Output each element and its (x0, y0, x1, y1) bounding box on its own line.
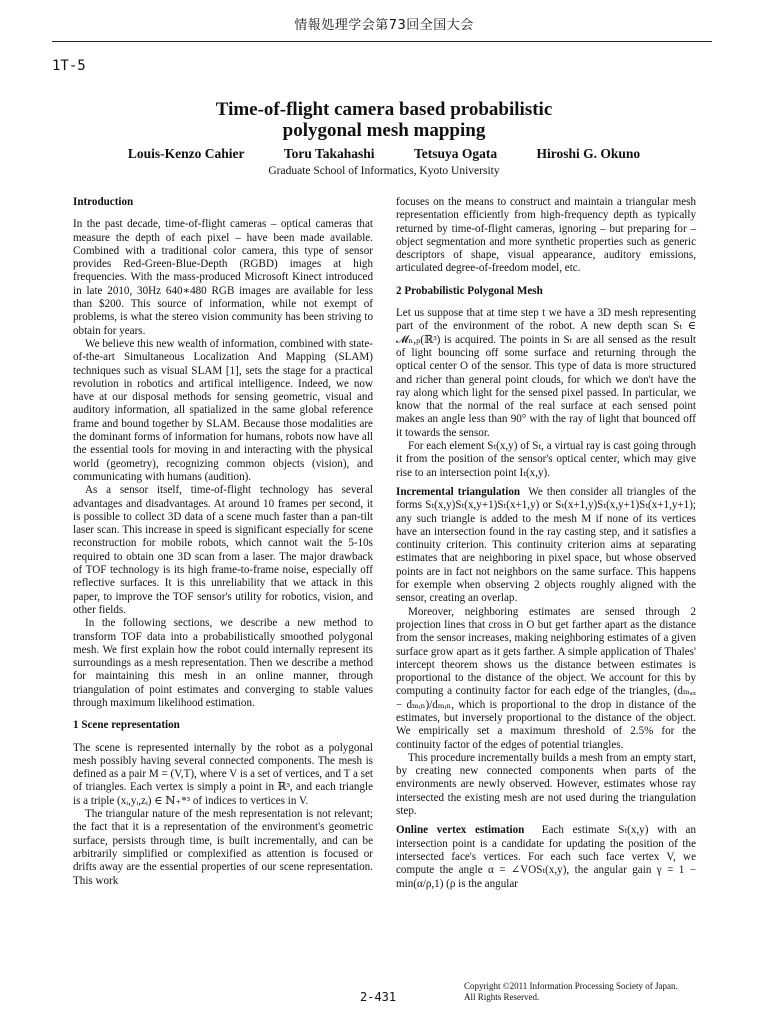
paragraph: This procedure incrementally builds a mesh from an empty start, by creating new connected components when parts of the environments are newly observed. However, estimates whose ray intersected the existing mesh are not used during the triangulation step. (396, 751, 696, 818)
right-column (396, 196, 696, 891)
runin-heading: Online vertex estimation (396, 824, 525, 837)
copyright-line: Copyright ©2011 Information Processing Society of Japan. (464, 981, 678, 991)
section-heading-introduction: Introduction (73, 196, 134, 208)
section-heading-scene-representation: 1 Scene representation (73, 719, 180, 732)
paragraph: As a sensor itself, time-of-flight technology has several advantages and disadvantages. At around 10 frames per second, it is possible to collect 3D data of a scene much faster than a pan-tilt laser scan. This increase in speed is significant especially for scene reconstruction for mobile robots, which cannot wait the 5-10s required to obtain one 3D scan from a laser. The major drawback of TOF technology is its high frame-to-frame noise, especially off reflective surfaces. It is this unreliability that we attack in this paper, to improve the TOF sensor's utility for robotics, vision, and other fields. (73, 484, 373, 616)
runin-heading: Incremental triangulation (396, 485, 521, 498)
copyright-notice (464, 981, 678, 1003)
copyright-line: All Rights Reserved. (464, 992, 540, 1002)
author: Toru Takahashi (283, 146, 375, 161)
paper-title (0, 99, 768, 141)
page-number: 2-431 (360, 990, 397, 1004)
affiliation: Graduate School of Informatics, Kyoto University (268, 165, 500, 177)
paper-id: 1T-5 (52, 58, 86, 74)
title-line-2: polygonal mesh mapping (282, 120, 486, 141)
paragraph: focuses on the means to construct and maintain a triangular mesh representation efficiently from high-frequency depth as typically returned by time-of-flight cameras, ignoring – but preparing for – object segmentation and more synthetic properties such as generic descriptors of shape, visual appearance, auditory emissions, articulated degree-of-freedom model, etc. (396, 196, 696, 275)
paragraph: In the past decade, time-of-flight cameras – optical cameras that measure the depth of each pixel – have been made available. Combined with a traditional color camera, this type of sensor provides Red-Green-Blue-Depth (RGBD) images at high frequencies. With the mass-produced Microsoft Kinect introduced in late 2010, 30Hz 640∗480 RGB images are available for less than $200. This source of information, while not exempt of problems, is what the stereo vision community has been striving to obtain for years. (73, 218, 373, 337)
paragraph: The triangular nature of the mesh representation is not relevant; the fact that it is a representation of the environment's geometric surface, persists through time, is built incrementally, and can be arbitrarily simplified or complexified as attention is focused or drifts away are the essential properties of our scene representation. This work (73, 808, 373, 887)
title-line-1: Time-of-flight camera based probabilistic (215, 99, 553, 120)
paragraph: The scene is represented internally by the robot as a polygonal mesh possibly having several connected components. The mesh is defined as a pair M = (V,T), where V is a set of vertices, and T a set of triangles. Each vertex is simply a point in ℝ³, and each triangle is a triple (xᵢ,yᵢ,zᵢ) ∈ ℕ₊*³ of indices to vertices in V. (73, 741, 373, 807)
paragraph: For each element Sₜ(x,y) of Sₜ, a virtual ray is cast going through it from the position of the sensor's optical center, which may give rise to an intersection point Iₜ(x,y). (396, 440, 696, 479)
paragraph-incremental-triangulation (396, 486, 696, 606)
author: Tetsuya Ogata (413, 146, 498, 161)
header-rule (52, 41, 712, 42)
paragraph-online-vertex-estimation (396, 824, 696, 890)
paragraph-text: Each estimate Sₜ(x,y) with an intersection point is a candidate for updating the position of the intersected face's vertices. For each such face vertex V, we compute the angle α = ∠VOSₜ(x,y), the angular gain γ = 1 − min(α/ρ,1) (ρ is the angular (396, 824, 696, 890)
conference-header: 情報処理学会第73回全国大会 (294, 18, 474, 33)
paragraph: In the following sections, we describe a new method to transform TOF data into a probabilistically smoothed polygonal mesh. We first explain how the robot could internally represent its surroundings as a mesh representation. Then we describe a method for maintaining this mesh in an online manner, through triangulation of point estimates and converging to stable values through maximum likelihood estimation. (73, 617, 373, 709)
paragraph: Let us suppose that at time step t we have a 3D mesh representing part of the environment of the robot. A new depth scan Sₜ ∈ 𝓜ₙ,ₚ(ℝ³) is acquired. The points in Sₜ are all sensed as the result of light bouncing off some surface and returning through the optical center O of the sensor. This type of data is more structured and richer than general point clouds, for which we don't have the ray along which light for the sensed pixel passed. In particular, we know that the normal of the real surface at each sensed point makes an angle less than 90° with the ray of light that bounced off it towards the sensor. (396, 307, 696, 439)
paragraph: We believe this new wealth of information, combined with state-of-the-art Simultaneous Localization And Mapping (SLAM) techniques such as visual SLAM [1], sets the stage for a practical revolution in robotics and artifical intelligence. Indeed, we now have at our disposal methods for sensing geometric, visual and auditory information, all spatialized in the same global reference frame and bound together by SLAM. Because those modalities are the dominant forms of information for humans, robots now have all the essential tools for moving in and interacting with the physical world (geometry), recognizing common objects (vision), and communicating with humans (audition). (73, 337, 373, 483)
section-heading-probabilistic-mesh: 2 Probabilistic Polygonal Mesh (396, 284, 543, 297)
paragraph-text: We then consider all triangles of the forms Sₜ(x,y)Sₜ(x,y+1)Sₜ(x+1,y) or Sₜ(x+1,y)Sₜ(x,y+1)Sₜ(x+1,y+1); any such triangle is added to the mesh M if none of its vertices have an intersection found in the ray casting step, and it satisfies a continuity criterion. This continuity criterion aims at separating estimates that are neighboring in pixel space, but whose observed points are in fact not neighbors on the same surface. This happens for exemple when observing 2 objects roughly aligned with the sensor, creating an overlap. (396, 485, 696, 605)
left-column (73, 196, 373, 888)
author: Louis-Kenzo Cahier (127, 146, 245, 161)
paragraph: Moreover, neighboring estimates are sensed through 2 projection lines that cross in O but get farther apart as the distance from the sensor increases, making neighboring estimates of a given surface grow apart as it gets farther. A simple application of Thales' intercept theorem shows us the distance between estimates is proportional to the distance of the object. We account for this by computing a continuity factor for each edge of the triangles, (dₘₐₓ − dₘᵢₙ)/dₘᵢₙ, which is proportional to the drop in distance of the estimates, but inversely proportional to the distance of the object. We empirically set a maximum threshold of 2.5% for the continuity factor of the edges of potential triangles. (396, 605, 696, 751)
author-list (0, 146, 768, 162)
author: Hiroshi G. Okuno (536, 146, 641, 161)
